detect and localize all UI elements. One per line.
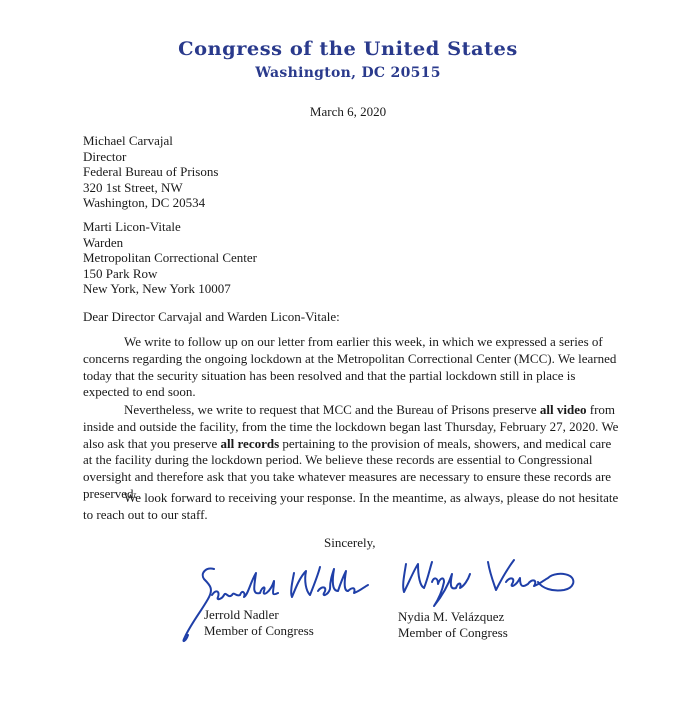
signer-name: Jerrold Nadler	[204, 607, 279, 622]
recipient-title: Warden	[83, 234, 124, 250]
letter-date: March 6, 2020	[309, 104, 387, 119]
paragraph-3: We look forward to receiving your response. In the meantime, as always, please do not hesitate to reach out to our staff.	[83, 490, 619, 522]
emphasis-all-records: all records	[220, 435, 280, 451]
letterhead-title: Congress of the United States	[178, 38, 518, 60]
closing: Sincerely,	[324, 535, 376, 550]
recipient-address-2	[83, 219, 257, 297]
recipient-city: Washington, DC 20534	[83, 195, 206, 211]
salutation: Dear Director Carvajal and Warden Licon-Vitale:	[83, 309, 340, 324]
recipient-street: 320 1st Street, NW	[83, 179, 183, 195]
recipient-city: New York, New York 10007	[83, 281, 231, 297]
signature-velazquez	[398, 552, 578, 612]
signer-title: Member of Congress	[398, 624, 508, 640]
recipient-street: 150 Park Row	[83, 265, 158, 281]
emphasis-all-video: all video	[539, 402, 587, 417]
letterhead	[0, 38, 696, 82]
paragraph-1: We write to follow up on our letter from earlier this week, in which we expressed a series of concerns regarding the ongoing lockdown at the Metropolitan Correctional Center (MCC). We learned today that the security situation has been resolved and that the partial lockdown still in place is expected to end soon.	[83, 334, 617, 400]
paragraph-2	[83, 402, 621, 503]
signer-name: Nydia M. Velázquez	[398, 609, 505, 624]
paragraph-2-text: Nevertheless, we write to request that MCC and the Bureau of Prisons preserve	[124, 402, 540, 417]
signer-title: Member of Congress	[204, 622, 314, 638]
paragraph-2-text: pertaining to the provision of meals, showers, and medical care at the facility during the lockdown period. We believe these records are essential to Congressional oversight and therefore ask that you take whatever measures are necessary to ensure these records are preserved.	[83, 435, 612, 501]
recipient-name: Michael Carvajal	[83, 133, 173, 148]
recipient-title: Director	[83, 148, 127, 164]
recipient-name: Marti Licon-Vitale	[83, 219, 181, 234]
signer-nadler	[204, 607, 314, 638]
recipient-org: Federal Bureau of Prisons	[83, 164, 219, 180]
recipient-address-1	[83, 133, 218, 211]
paragraph-2-text: from inside and outside the facility, from the time the lockdown began last Thursday, February 27, 2020. We also ask that you preserve	[83, 402, 619, 451]
signer-velazquez	[398, 609, 508, 640]
recipient-org: Metropolitan Correctional Center	[83, 250, 258, 266]
letterhead-subtitle: Washington, DC 20515	[255, 65, 441, 81]
